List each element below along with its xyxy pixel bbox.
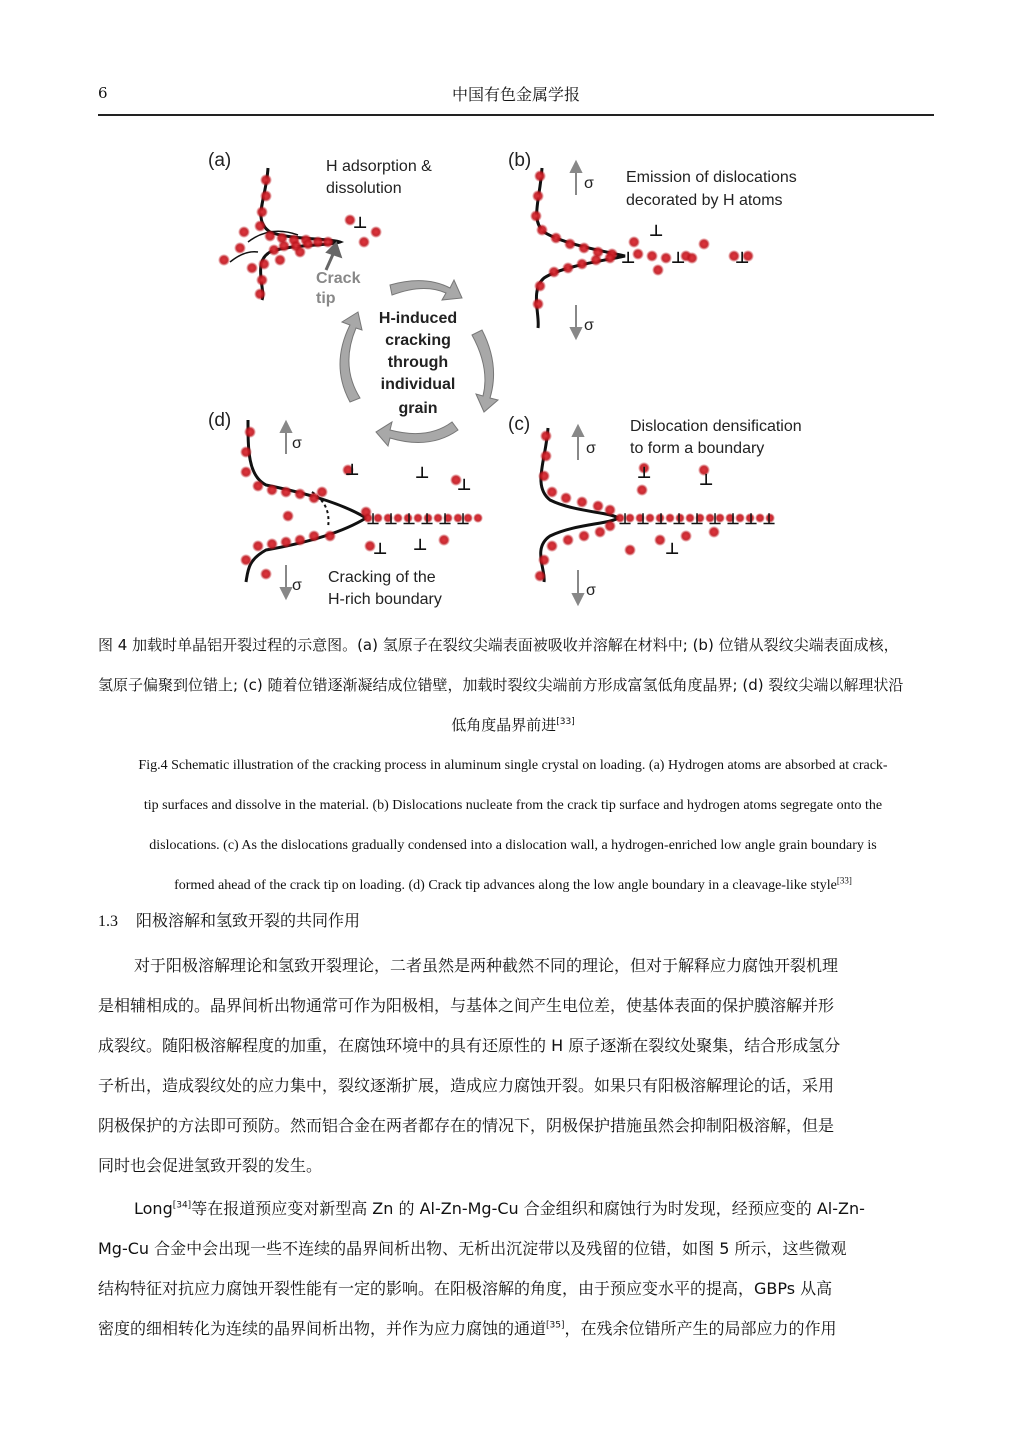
dislocation-b-4: ⊥ — [620, 250, 636, 267]
panel-c-text-2: to form a boundary — [630, 440, 765, 457]
h-atom — [280, 486, 292, 498]
paragraph-1-line: 同时也会促进氢致开裂的发生。 — [98, 1156, 323, 1175]
paragraph-2-line-1 — [98, 1189, 928, 1229]
paragraph-2-line-2: Mg-Cu 合金中会出现一些不连续的晶界间析出物、无析出沉淀带以及残留的位错，如图 5 所示，这些微观 — [98, 1239, 847, 1258]
boundary-dislocation: ⊥ — [690, 511, 704, 528]
paragraph-1-line: 对于阳极溶解理论和氢致开裂理论，二者虽然是两种截然不同的理论，但对于解释应力腐蚀开裂机理 — [134, 956, 839, 975]
h-atom — [562, 534, 574, 546]
caption-zh-line-3 — [98, 705, 928, 745]
h-atom — [534, 170, 546, 182]
h-atom — [218, 254, 230, 266]
h-atom — [266, 484, 278, 496]
boundary-dislocation: ⊥ — [726, 511, 740, 528]
h-atom — [532, 298, 544, 310]
h-atom — [308, 530, 320, 542]
dislocation-b-1: ⊥ — [648, 223, 664, 240]
h-atom — [576, 496, 588, 508]
boundary-dislocation: ⊥ — [618, 511, 632, 528]
h-atom — [264, 230, 276, 242]
h-atom — [252, 480, 264, 492]
h-atom — [282, 510, 294, 522]
h-atom — [260, 174, 272, 186]
h-atom — [240, 446, 252, 458]
panel-b-text-2: decorated by H atoms — [626, 192, 783, 209]
paragraph-1-line: 子析出，造成裂纹处的应力集中，裂纹逐渐扩展，造成应力腐蚀开裂。如果只有阳极溶解理论的话，采用 — [98, 1076, 835, 1095]
boundary-dislocation: ⊥ — [384, 511, 398, 528]
h-atom — [578, 242, 590, 254]
dislocation-d-1: ⊥ — [344, 462, 360, 479]
caption-zh-line-1: 图 4 加载时单晶铝开裂过程的示意图。(a) 氢原子在裂纹尖端表面被吸收并溶解在材料中; (b) 位错从裂纹尖端表面成核， — [98, 636, 899, 654]
center-text-5: grain — [398, 400, 438, 417]
h-atom — [252, 540, 264, 552]
h-atom — [624, 544, 636, 556]
caption-zh-ref: [33] — [556, 717, 575, 727]
h-atom — [538, 470, 550, 482]
boundary-h-atom — [473, 513, 483, 523]
h-atom — [534, 570, 546, 582]
h-atom — [546, 540, 558, 552]
h-atom — [324, 530, 336, 542]
figure-4-schematic — [200, 140, 840, 620]
paragraph-2-line-4 — [98, 1309, 928, 1349]
h-atom — [238, 226, 250, 238]
boundary-dislocation: ⊥ — [708, 511, 722, 528]
panel-a-text-2: dissolution — [326, 180, 402, 197]
panel-a-text-1: H adsorption & — [326, 158, 432, 175]
h-atom — [256, 274, 268, 286]
h-atom — [258, 258, 270, 270]
h-atom — [358, 236, 370, 248]
panel-d-label: (d) — [208, 410, 232, 431]
h-atom — [652, 264, 664, 276]
h-atom — [294, 534, 306, 546]
caption-zh-line-2: 氢原子偏聚到位错上; (c) 随着位错逐渐凝结成位错壁，加载时裂纹尖端前方形成富氢低角度晶界; (d) 裂纹尖端以解理状沿 — [98, 676, 904, 694]
h-atom — [646, 250, 658, 262]
paragraph-2-line-4-text-b: ，在残余位错所产生的局部应力的作用 — [564, 1319, 837, 1338]
ref-34: [34] — [172, 1200, 192, 1211]
h-atom — [254, 288, 266, 300]
h-atom — [594, 526, 606, 538]
panel-a-label: (a) — [208, 150, 232, 171]
boundary-dislocation: ⊥ — [438, 511, 452, 528]
h-atom — [548, 266, 560, 278]
h-atom — [628, 236, 640, 248]
h-atom — [254, 220, 266, 232]
h-atom — [268, 244, 280, 256]
h-atom — [534, 280, 546, 292]
caption-zh-line-3-text: 低角度晶界前进 — [451, 716, 557, 734]
h-atom — [234, 242, 246, 254]
author-long: Long — [134, 1199, 173, 1218]
caption-en-line-4-text: formed ahead of the crack tip on loading. (d) Crack tip advances along the low angle boundary in a cleavage-like style — [174, 878, 837, 893]
section-title: 阳极溶解和氢致开裂的共同作用 — [136, 911, 361, 930]
h-atom — [550, 232, 562, 244]
h-atom — [576, 258, 588, 270]
crack-label-1: Crack — [316, 270, 361, 287]
caption-en-ref: [33] — [836, 875, 852, 886]
sigma-b-bottom: σ — [584, 317, 594, 334]
page-header — [98, 82, 934, 116]
h-atom — [438, 534, 450, 546]
h-atom — [686, 252, 698, 264]
h-atom — [698, 238, 710, 250]
sigma-d-top: σ — [292, 435, 302, 452]
panel-d-text-1: Cracking of the — [328, 569, 436, 586]
h-atom — [536, 224, 548, 236]
h-atom — [578, 530, 590, 542]
paragraph-2-line-1-text: 等在报道预应变对新型高 Zn 的 Al-Zn-Mg-Cu 合金组织和腐蚀行为时发现，经预应变的 Al-Zn- — [191, 1199, 865, 1218]
ref-35: [35] — [546, 1320, 565, 1331]
center-text-3: through — [387, 354, 449, 371]
boundary-dislocation: ⊥ — [420, 511, 434, 528]
h-atom — [266, 538, 278, 550]
boundary-dislocations-d — [363, 511, 483, 528]
h-atom — [322, 236, 334, 248]
dislocation-b-3: ⊥ — [734, 250, 750, 267]
center-text-2: cracking — [385, 332, 451, 349]
crack-label-2: tip — [316, 290, 336, 307]
h-atom — [246, 262, 258, 274]
boundary-dislocation: ⊥ — [654, 511, 668, 528]
paragraph-2 — [98, 1189, 928, 1349]
h-atom — [530, 210, 542, 222]
sigma-c-bottom: σ — [586, 582, 596, 599]
caption-en-line-1: Fig.4 Schematic illustration of the cracking process in aluminum single crystal on loading. (a) Hydrogen atoms are absorbed at crack- — [138, 758, 888, 773]
h-atom — [244, 426, 256, 438]
h-atom — [560, 492, 572, 504]
caption-en-line-3: dislocations. (c) As the dislocations gradually condensed into a dislocation wall, a hydrogen-enriched low angle grain boundary is — [149, 838, 877, 853]
h-atom — [592, 500, 604, 512]
h-atom — [260, 568, 272, 580]
paragraph-1-line: 成裂纹。随阳极溶解程度的加重，在腐蚀环境中的具有还原性的 H 原子逐渐在裂纹处聚集，结合形成氢分 — [98, 1036, 841, 1055]
paragraph-1-line: 是相辅相成的。晶界间析出物通常可作为阳极相，与基体之间产生电位差，使基体表面的保护膜溶解并形 — [98, 996, 835, 1015]
boundary-dislocation: ⊥ — [366, 511, 380, 528]
h-atom — [240, 466, 252, 478]
section-heading — [98, 908, 360, 931]
dislocation-d-5: ⊥ — [412, 537, 428, 554]
h-atom — [540, 450, 552, 462]
h-atom — [240, 554, 252, 566]
boundary-dislocations-c — [615, 511, 776, 528]
h-atom — [370, 226, 382, 238]
center-text-4: individual — [380, 376, 456, 393]
dislocation-d-3: ⊥ — [456, 477, 472, 494]
page-number: 6 — [98, 84, 108, 102]
panel-c-text-1: Dislocation densification — [630, 418, 802, 435]
h-atom — [294, 246, 306, 258]
paragraph-2-line-4-text-a: 密度的细相转化为连续的晶界间析出物，并作为应力腐蚀的通道 — [98, 1319, 547, 1338]
sigma-d-bottom: σ — [292, 577, 302, 594]
section-number: 1.3 — [98, 913, 118, 930]
h-atom — [260, 190, 272, 202]
h-atom — [546, 486, 558, 498]
dislocation-a: ⊥ — [352, 215, 368, 232]
sigma-b-top: σ — [584, 175, 594, 192]
h-atom — [604, 520, 616, 532]
dislocation-b-2: ⊥ — [670, 250, 686, 267]
panel-b-label: (b) — [508, 150, 532, 171]
boundary-dislocation: ⊥ — [456, 511, 470, 528]
panel-c-label: (c) — [508, 414, 531, 435]
paragraph-1-line: 阴极保护的方法即可预防。然而铝合金在两者都存在的情况下，阴极保护措施虽然会抑制阳极溶解，但是 — [98, 1116, 835, 1135]
boundary-dislocation: ⊥ — [636, 511, 650, 528]
paragraph-1 — [98, 946, 928, 1186]
caption-en-line-2: tip surfaces and dissolve in the material. (b) Dislocations nucleate from the crack tip surface and hydrogen atoms segregate onto the — [143, 798, 883, 813]
h-atom — [590, 254, 602, 266]
dislocation-d-4: ⊥ — [372, 541, 388, 558]
panel-d-text-2: H-rich boundary — [328, 591, 442, 608]
dislocation-c-2: ⊥ — [698, 472, 714, 489]
dislocation-c-1: ⊥ — [636, 465, 652, 482]
h-atom — [256, 206, 268, 218]
h-atom — [538, 554, 550, 566]
h-atom — [636, 484, 648, 496]
dislocation-d-2: ⊥ — [414, 465, 430, 482]
sigma-c-top: σ — [586, 440, 596, 457]
h-atom — [532, 190, 544, 202]
h-atom — [316, 486, 328, 498]
dislocation-c-3: ⊥ — [664, 541, 680, 558]
h-atom — [604, 504, 616, 516]
h-atom — [680, 530, 692, 542]
caption-en-line-4 — [98, 866, 928, 906]
journal-title: 中国有色金属学报 — [451, 85, 580, 104]
boundary-dislocation: ⊥ — [762, 511, 776, 528]
paragraph-2-line-3: 结构特征对抗应力腐蚀开裂性能有一定的影响。在阳极溶解的角度，由于预应变水平的提高，GBPs 从高 — [98, 1279, 833, 1298]
panel-b-text-1: Emission of dislocations — [626, 169, 797, 186]
h-atom — [280, 536, 292, 548]
h-atom — [540, 430, 552, 442]
boundary-dislocation: ⊥ — [744, 511, 758, 528]
center-text-1: H-induced — [378, 310, 458, 327]
boundary-dislocation: ⊥ — [402, 511, 416, 528]
h-atom — [274, 254, 286, 266]
h-atom — [562, 262, 574, 274]
h-atom — [294, 488, 306, 500]
boundary-dislocation: ⊥ — [672, 511, 686, 528]
h-atom — [604, 252, 616, 264]
h-atom — [564, 238, 576, 250]
